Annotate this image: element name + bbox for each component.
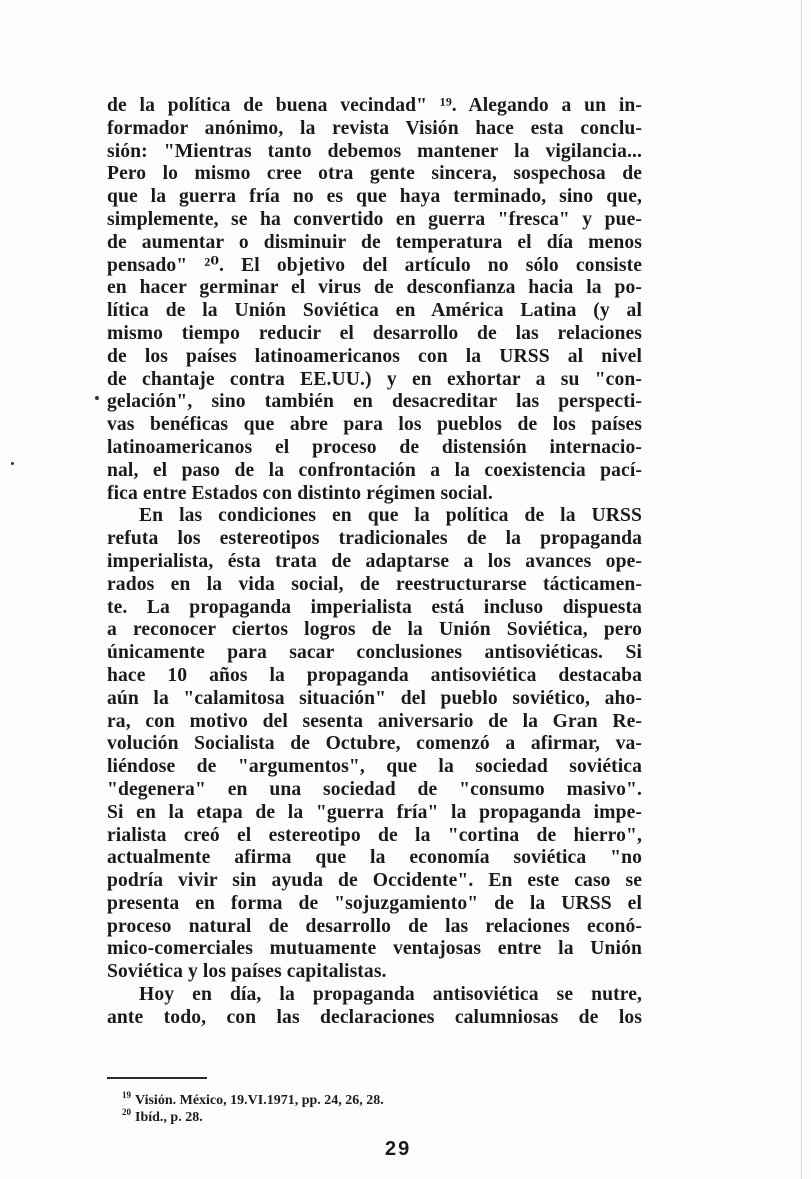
text-line: refuta los estereotipos tradicionales de la propaganda (107, 528, 642, 550)
text-line: de la política de buena vecindad" ¹⁹. Alegando a un in- (107, 95, 642, 116)
text-line: Hoy en día, la propaganda antisoviética se nutre, (139, 984, 642, 1006)
text-line: lítica de la Unión Soviética en América Latina (y al (107, 300, 642, 322)
footnote-20 (122, 1109, 384, 1126)
page-edge-line (801, 0, 802, 1179)
footnote-19 (122, 1092, 384, 1109)
page-number: 29 (385, 1138, 412, 1160)
text-line: fica entre Estados con distinto régimen social. (107, 482, 493, 504)
text-line: proceso natural de desarrollo de las relaciones econó- (107, 915, 642, 937)
text-line: En las condiciones en que la política de la URSS (139, 505, 642, 527)
text-line: en hacer germinar el virus de desconfianza hacia la po- (107, 277, 642, 299)
text-line: gelación", sino también en desacreditar las perspecti- (107, 391, 642, 413)
text-line: latinoamericanos el proceso de distensión internacio- (107, 436, 642, 458)
text-line: actualmente afirma que la economía soviética "no (107, 847, 642, 869)
text-line: liéndose de "argumentos", que la sociedad soviética (107, 756, 642, 778)
paragraph (107, 505, 642, 984)
text-line: que la guerra fría no es que haya terminado, sino que, (107, 186, 642, 208)
text-line: de aumentar o disminuir de temperatura el día menos (107, 231, 642, 253)
text-line: mismo tiempo reducir el desarrollo de las relaciones (107, 322, 642, 344)
footnote-text: Visión. México, 19.VI.1971, pp. 24, 26, 28. (135, 1093, 384, 1108)
text-line: Si en la etapa de la "guerra fría" la propaganda impe- (107, 801, 642, 823)
text-line: rialista creó el estereotipo de la "cortina de hierro", (107, 824, 642, 846)
text-line: rados en la vida social, de reestructurarse tácticamen- (107, 573, 642, 595)
paragraph (107, 95, 642, 505)
footnote-mark: 20 (122, 1107, 131, 1118)
text-line: Pero lo mismo cree otra gente sincera, sospechosa de (107, 163, 642, 185)
text-line: a reconocer ciertos logros de la Unión Soviética, pero (107, 619, 642, 641)
text-line: volución Socialista de Octubre, comenzó a afirmar, va- (107, 733, 642, 755)
footnote-text: Ibíd., p. 28. (135, 1110, 203, 1125)
footnote-mark: 19 (122, 1090, 131, 1101)
footnote-separator (107, 1077, 207, 1079)
speck-mark (11, 462, 14, 465)
text-line: te. La propaganda imperialista está incluso dispuesta (107, 596, 642, 618)
paragraph (107, 984, 642, 1030)
body-text (107, 95, 642, 1030)
speck-mark (95, 396, 99, 400)
text-line: "degenera" en una sociedad de "consumo masivo". (107, 778, 642, 800)
text-line: únicamente para sacar conclusiones antisoviéticas. Si (107, 642, 642, 664)
text-line: imperialista, ésta trata de adaptarse a los avances ope- (107, 550, 642, 572)
text-line: Soviética y los países capitalistas. (107, 961, 387, 983)
text-line: podría vivir sin ayuda de Occidente". En este caso se (107, 870, 642, 892)
text-line: ante todo, con las declaraciones calumniosas de los (107, 1006, 642, 1028)
text-line: vas benéficas que abre para los pueblos de los países (107, 414, 642, 436)
text-line: presenta en forma de "sojuzgamiento" de la URSS el (107, 892, 642, 914)
text-line: formador anónimo, la revista Visión hace esta conclu- (107, 117, 642, 139)
text-line: de los países latinoamericanos con la URSS al nivel (107, 345, 642, 367)
text-line: ra, con motivo del sesenta aniversario de la Gran Re- (107, 710, 642, 732)
text-line: pensado" ²⁰. El objetivo del artículo no sólo consiste (107, 254, 642, 276)
text-line: mico-comerciales mutuamente ventajosas entre la Unión (107, 938, 642, 960)
text-line: de chantaje contra EE.UU.) y en exhortar a su "con- (107, 368, 642, 390)
text-line: sión: "Mientras tanto debemos mantener la vigilancia... (107, 140, 642, 162)
text-line: hace 10 años la propaganda antisoviética destacaba (107, 664, 642, 686)
text-line: simplemente, se ha convertido en guerra "fresca" y pue- (107, 208, 642, 230)
footnotes (122, 1092, 384, 1126)
text-line: aún la "calamitosa situación" del pueblo soviético, aho- (107, 687, 642, 709)
text-line: nal, el paso de la confrontación a la coexistencia pací- (107, 459, 642, 481)
